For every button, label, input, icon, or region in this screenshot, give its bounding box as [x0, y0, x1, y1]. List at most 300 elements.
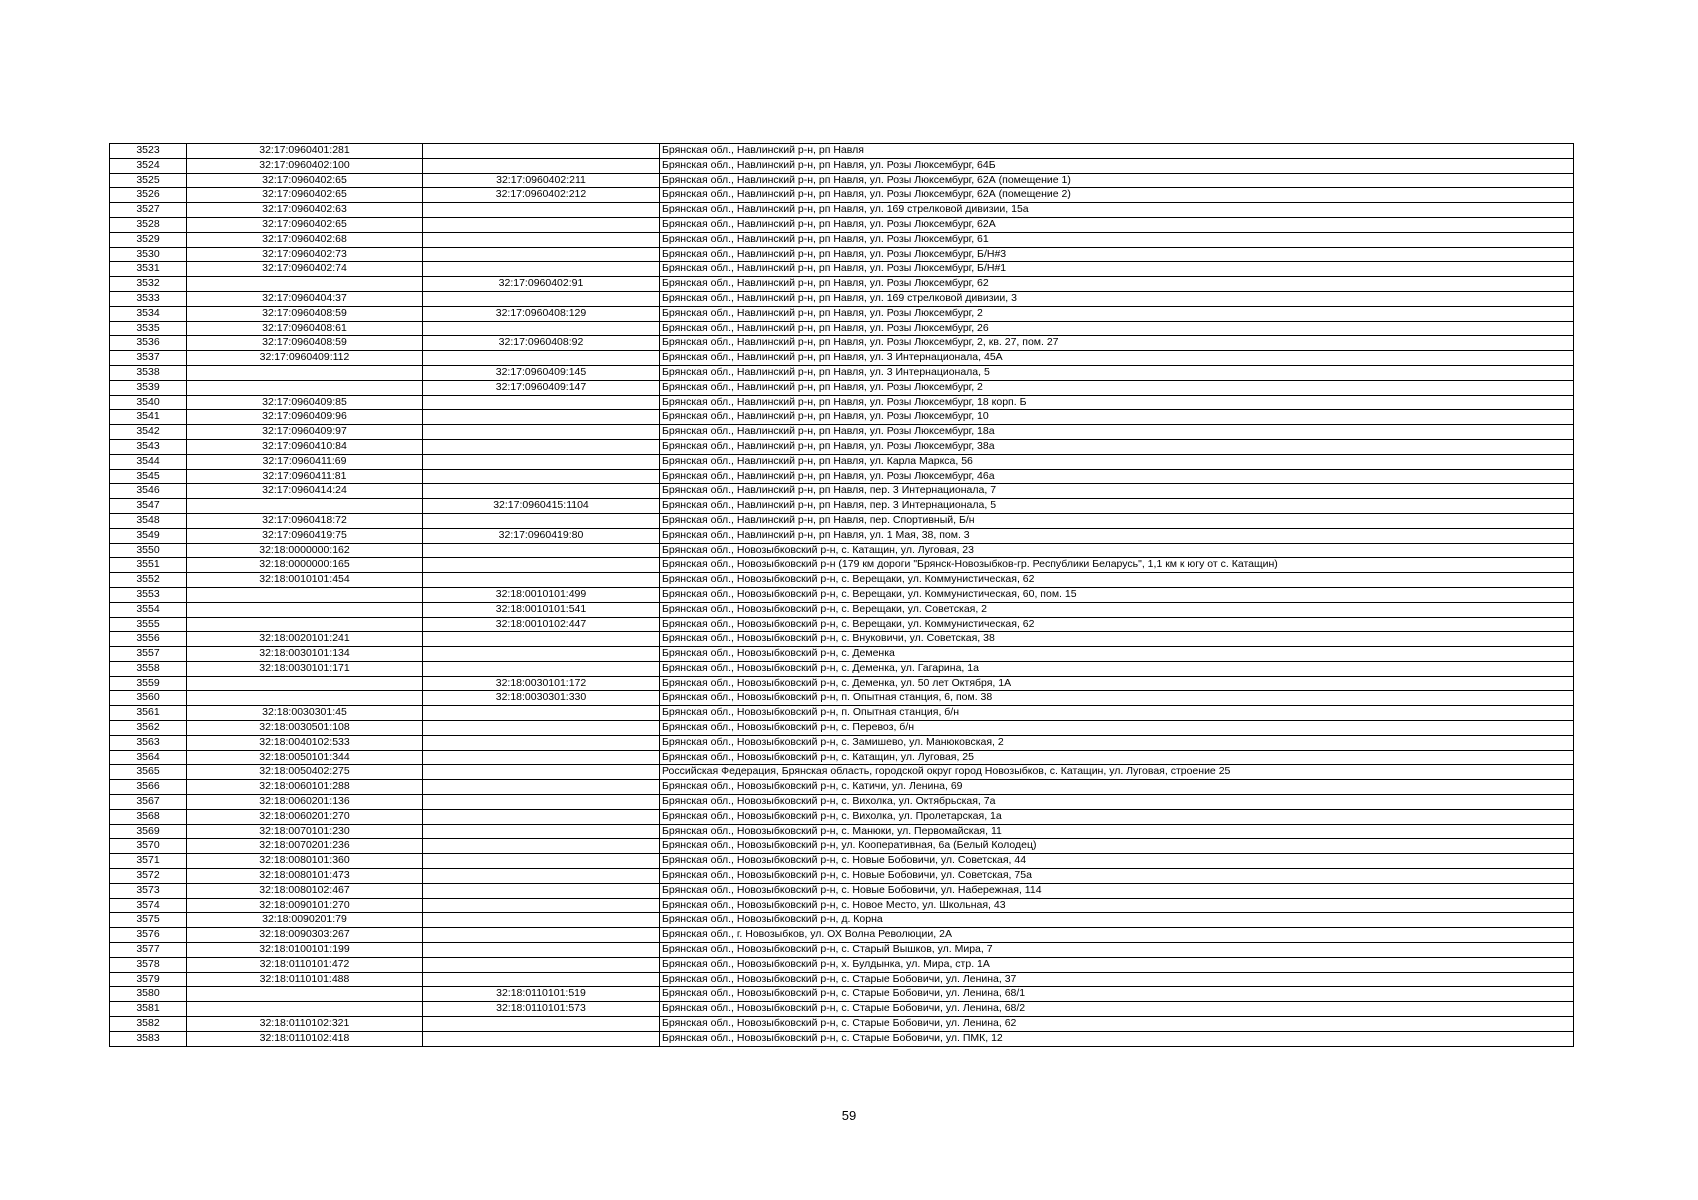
address-cell: Брянская обл., Новозыбковский р-н, с. Старые Бобовичи, ул. Ленина, 62 — [660, 1017, 1574, 1032]
row-number-cell: 3568 — [110, 809, 187, 824]
table-row — [110, 987, 1574, 1002]
cadastral-number-cell: 32:18:0030501:108 — [187, 721, 423, 736]
row-number-cell: 3539 — [110, 380, 187, 395]
table-row — [110, 972, 1574, 987]
row-number-cell: 3582 — [110, 1017, 187, 1032]
address-cell: Брянская обл., Новозыбковский р-н, с. Верещаки, ул. Советская, 2 — [660, 602, 1574, 617]
table-row — [110, 765, 1574, 780]
related-cadastral-number-cell — [423, 913, 660, 928]
row-number-cell: 3576 — [110, 928, 187, 943]
cadastral-number-cell: 32:18:0000000:165 — [187, 558, 423, 573]
table-row — [110, 558, 1574, 573]
related-cadastral-number-cell: 32:18:0030101:172 — [423, 676, 660, 691]
table-row — [110, 291, 1574, 306]
row-number-cell: 3575 — [110, 913, 187, 928]
row-number-cell: 3563 — [110, 735, 187, 750]
table-row — [110, 750, 1574, 765]
table-row — [110, 721, 1574, 736]
cadastral-number-cell: 32:17:0960404:37 — [187, 291, 423, 306]
table-row — [110, 780, 1574, 795]
cadastral-number-cell: 32:17:0960402:68 — [187, 232, 423, 247]
cadastral-number-cell: 32:18:0060201:136 — [187, 795, 423, 810]
cadastral-number-cell: 32:18:0050101:344 — [187, 750, 423, 765]
table-row — [110, 869, 1574, 884]
related-cadastral-number-cell — [423, 558, 660, 573]
row-number-cell: 3547 — [110, 499, 187, 514]
row-number-cell: 3567 — [110, 795, 187, 810]
related-cadastral-number-cell — [423, 706, 660, 721]
address-cell: Брянская обл., Новозыбковский р-н, с. Новое Место, ул. Школьная, 43 — [660, 898, 1574, 913]
cadastral-number-cell: 32:17:0960402:65 — [187, 173, 423, 188]
row-number-cell: 3531 — [110, 262, 187, 277]
related-cadastral-number-cell — [423, 869, 660, 884]
address-cell: Брянская обл., Новозыбковский р-н, с. Замишево, ул. Манюковская, 2 — [660, 735, 1574, 750]
table-row — [110, 232, 1574, 247]
table-row — [110, 824, 1574, 839]
related-cadastral-number-cell — [423, 247, 660, 262]
address-cell: Брянская обл., Навлинский р-н, рп Навля, ул. Розы Люксембург, 62А (помещение 1) — [660, 173, 1574, 188]
row-number-cell: 3535 — [110, 321, 187, 336]
table-row — [110, 439, 1574, 454]
cadastral-number-cell: 32:17:0960402:63 — [187, 203, 423, 218]
table-row — [110, 188, 1574, 203]
related-cadastral-number-cell — [423, 262, 660, 277]
row-number-cell: 3565 — [110, 765, 187, 780]
related-cadastral-number-cell: 32:18:0110101:573 — [423, 1002, 660, 1017]
row-number-cell: 3571 — [110, 854, 187, 869]
table-row — [110, 528, 1574, 543]
related-cadastral-number-cell — [423, 513, 660, 528]
table-row — [110, 365, 1574, 380]
address-cell: Брянская обл., Навлинский р-н, рп Навля, ул. 1 Мая, 38, пом. 3 — [660, 528, 1574, 543]
related-cadastral-number-cell — [423, 898, 660, 913]
address-cell: Брянская обл., Новозыбковский р-н, с. Деменка — [660, 647, 1574, 662]
row-number-cell: 3529 — [110, 232, 187, 247]
row-number-cell: 3548 — [110, 513, 187, 528]
cadastral-number-cell: 32:17:0960409:97 — [187, 425, 423, 440]
row-number-cell: 3541 — [110, 410, 187, 425]
related-cadastral-number-cell: 32:18:0110101:519 — [423, 987, 660, 1002]
table-row — [110, 425, 1574, 440]
address-cell: Брянская обл., Навлинский р-н, рп Навля, ул. Розы Люксембург, 64Б — [660, 158, 1574, 173]
cadastral-number-cell: 32:18:0090201:79 — [187, 913, 423, 928]
related-cadastral-number-cell — [423, 1031, 660, 1046]
address-cell: Брянская обл., Навлинский р-н, рп Навля, ул. Розы Люксембург, 2, кв. 27, пом. 27 — [660, 336, 1574, 351]
related-cadastral-number-cell — [423, 158, 660, 173]
row-number-cell: 3543 — [110, 439, 187, 454]
registry-table-body — [110, 144, 1574, 1047]
cadastral-number-cell: 32:18:0110102:321 — [187, 1017, 423, 1032]
related-cadastral-number-cell — [423, 543, 660, 558]
row-number-cell: 3580 — [110, 987, 187, 1002]
row-number-cell: 3569 — [110, 824, 187, 839]
related-cadastral-number-cell: 32:17:0960409:147 — [423, 380, 660, 395]
cadastral-number-cell: 32:18:0060101:288 — [187, 780, 423, 795]
address-cell: Брянская обл., Навлинский р-н, рп Навля, ул. 169 стрелковой дивизии, 3 — [660, 291, 1574, 306]
row-number-cell: 3530 — [110, 247, 187, 262]
row-number-cell: 3532 — [110, 277, 187, 292]
related-cadastral-number-cell — [423, 765, 660, 780]
row-number-cell: 3537 — [110, 351, 187, 366]
cadastral-number-cell: 32:17:0960410:84 — [187, 439, 423, 454]
cadastral-number-cell: 32:18:0030101:134 — [187, 647, 423, 662]
row-number-cell: 3577 — [110, 943, 187, 958]
table-row — [110, 809, 1574, 824]
row-number-cell: 3552 — [110, 573, 187, 588]
address-cell: Брянская обл., Новозыбковский р-н, д. Корна — [660, 913, 1574, 928]
table-row — [110, 587, 1574, 602]
cadastral-number-cell: 32:18:0030101:171 — [187, 661, 423, 676]
address-cell: Брянская обл., Новозыбковский р-н, с. Верещаки, ул. Коммунистическая, 60, пом. 15 — [660, 587, 1574, 602]
related-cadastral-number-cell: 32:17:0960408:129 — [423, 306, 660, 321]
cadastral-number-cell — [187, 277, 423, 292]
table-row — [110, 277, 1574, 292]
related-cadastral-number-cell: 32:17:0960402:91 — [423, 277, 660, 292]
row-number-cell: 3564 — [110, 750, 187, 765]
row-number-cell: 3566 — [110, 780, 187, 795]
related-cadastral-number-cell — [423, 632, 660, 647]
row-number-cell: 3559 — [110, 676, 187, 691]
row-number-cell: 3533 — [110, 291, 187, 306]
cadastral-number-cell — [187, 691, 423, 706]
row-number-cell: 3573 — [110, 883, 187, 898]
related-cadastral-number-cell: 32:17:0960402:211 — [423, 173, 660, 188]
address-cell: Брянская обл., Навлинский р-н, рп Навля, ул. 169 стрелковой дивизии, 15а — [660, 203, 1574, 218]
address-cell: Брянская обл., Навлинский р-н, рп Навля, ул. Розы Люксембург, 62А (помещение 2) — [660, 188, 1574, 203]
cadastral-number-cell: 32:18:0020101:241 — [187, 632, 423, 647]
row-number-cell: 3570 — [110, 839, 187, 854]
row-number-cell: 3538 — [110, 365, 187, 380]
cadastral-number-cell — [187, 602, 423, 617]
related-cadastral-number-cell: 32:17:0960419:80 — [423, 528, 660, 543]
related-cadastral-number-cell — [423, 839, 660, 854]
row-number-cell: 3553 — [110, 587, 187, 602]
row-number-cell: 3581 — [110, 1002, 187, 1017]
table-row — [110, 898, 1574, 913]
page-number: 59 — [841, 1108, 857, 1123]
table-row — [110, 573, 1574, 588]
table-row — [110, 676, 1574, 691]
table-row — [110, 543, 1574, 558]
table-row — [110, 883, 1574, 898]
cadastral-number-cell: 32:17:0960402:65 — [187, 188, 423, 203]
related-cadastral-number-cell — [423, 928, 660, 943]
address-cell: Брянская обл., Новозыбковский р-н, с. Верещаки, ул. Коммунистическая, 62 — [660, 617, 1574, 632]
row-number-cell: 3542 — [110, 425, 187, 440]
cadastral-number-cell: 32:17:0960409:112 — [187, 351, 423, 366]
row-number-cell: 3562 — [110, 721, 187, 736]
address-cell: Брянская обл., Навлинский р-н, рп Навля — [660, 144, 1574, 159]
address-cell: Брянская обл., Навлинский р-н, рп Навля, пер. Спортивный, Б/н — [660, 513, 1574, 528]
table-row — [110, 203, 1574, 218]
related-cadastral-number-cell — [423, 351, 660, 366]
address-cell: Брянская обл., Навлинский р-н, рп Навля, ул. Розы Люксембург, 18а — [660, 425, 1574, 440]
cadastral-number-cell: 32:17:0960419:75 — [187, 528, 423, 543]
table-row — [110, 735, 1574, 750]
address-cell: Брянская обл., Новозыбковский р-н, ул. Кооперативная, 6а (Белый Колодец) — [660, 839, 1574, 854]
cadastral-number-cell: 32:17:0960414:24 — [187, 484, 423, 499]
cadastral-number-cell: 32:17:0960408:59 — [187, 306, 423, 321]
row-number-cell: 3524 — [110, 158, 187, 173]
cadastral-number-cell: 32:18:0100101:199 — [187, 943, 423, 958]
related-cadastral-number-cell — [423, 721, 660, 736]
table-row — [110, 262, 1574, 277]
cadastral-number-cell — [187, 499, 423, 514]
address-cell: Брянская обл., Навлинский р-н, рп Навля, ул. Розы Люксембург, Б/Н#3 — [660, 247, 1574, 262]
cadastral-number-cell: 32:17:0960402:65 — [187, 217, 423, 232]
address-cell: Брянская обл., Навлинский р-н, рп Навля, ул. Розы Люксембург, 2 — [660, 306, 1574, 321]
table-row — [110, 158, 1574, 173]
related-cadastral-number-cell — [423, 972, 660, 987]
address-cell: Брянская обл., Новозыбковский р-н, с. Вихолка, ул. Пролетарская, 1а — [660, 809, 1574, 824]
related-cadastral-number-cell — [423, 780, 660, 795]
table-row — [110, 943, 1574, 958]
cadastral-number-cell: 32:17:0960411:69 — [187, 454, 423, 469]
row-number-cell: 3557 — [110, 647, 187, 662]
address-cell: Брянская обл., Навлинский р-н, рп Навля, ул. Розы Люксембург, 46а — [660, 469, 1574, 484]
related-cadastral-number-cell — [423, 217, 660, 232]
address-cell: Брянская обл., Новозыбковский р-н, с. Старые Бобовичи, ул. ПМК, 12 — [660, 1031, 1574, 1046]
address-cell: Брянская обл., Навлинский р-н, рп Навля, ул. 3 Интернационала, 5 — [660, 365, 1574, 380]
table-row — [110, 351, 1574, 366]
cadastral-number-cell: 32:17:0960408:61 — [187, 321, 423, 336]
cadastral-number-cell: 32:17:0960411:81 — [187, 469, 423, 484]
row-number-cell: 3523 — [110, 144, 187, 159]
table-row — [110, 795, 1574, 810]
related-cadastral-number-cell — [423, 469, 660, 484]
table-row — [110, 336, 1574, 351]
cadastral-number-cell: 32:18:0090101:270 — [187, 898, 423, 913]
address-cell: Брянская обл., Новозыбковский р-н, с. Внуковичи, ул. Советская, 38 — [660, 632, 1574, 647]
row-number-cell: 3561 — [110, 706, 187, 721]
related-cadastral-number-cell — [423, 203, 660, 218]
address-cell: Брянская обл., Новозыбковский р-н, с. Манюки, ул. Первомайская, 11 — [660, 824, 1574, 839]
related-cadastral-number-cell — [423, 943, 660, 958]
cadastral-number-cell: 32:18:0080101:360 — [187, 854, 423, 869]
cadastral-number-cell: 32:17:0960409:96 — [187, 410, 423, 425]
address-cell: Брянская обл., Новозыбковский р-н, с. Старые Бобовичи, ул. Ленина, 37 — [660, 972, 1574, 987]
cadastral-number-cell: 32:18:0080101:473 — [187, 869, 423, 884]
table-row — [110, 1002, 1574, 1017]
address-cell: Брянская обл., Новозыбковский р-н, п. Опытная станция, б/н — [660, 706, 1574, 721]
address-cell: Брянская обл., Новозыбковский р-н, с. Новые Бобовичи, ул. Набережная, 114 — [660, 883, 1574, 898]
table-row — [110, 484, 1574, 499]
related-cadastral-number-cell — [423, 809, 660, 824]
table-row — [110, 321, 1574, 336]
table-row — [110, 1031, 1574, 1046]
related-cadastral-number-cell: 32:17:0960402:212 — [423, 188, 660, 203]
table-row — [110, 217, 1574, 232]
related-cadastral-number-cell — [423, 144, 660, 159]
row-number-cell: 3579 — [110, 972, 187, 987]
row-number-cell: 3546 — [110, 484, 187, 499]
address-cell: Брянская обл., Новозыбковский р-н, с. Катичи, ул. Ленина, 69 — [660, 780, 1574, 795]
related-cadastral-number-cell — [423, 439, 660, 454]
row-number-cell: 3549 — [110, 528, 187, 543]
related-cadastral-number-cell — [423, 425, 660, 440]
address-cell: Брянская обл., Навлинский р-н, рп Навля, пер. 3 Интернационала, 5 — [660, 499, 1574, 514]
address-cell: Брянская обл., Новозыбковский р-н, с. Деменка, ул. 50 лет Октября, 1А — [660, 676, 1574, 691]
related-cadastral-number-cell — [423, 883, 660, 898]
row-number-cell: 3555 — [110, 617, 187, 632]
related-cadastral-number-cell — [423, 291, 660, 306]
related-cadastral-number-cell: 32:17:0960408:92 — [423, 336, 660, 351]
table-row — [110, 661, 1574, 676]
related-cadastral-number-cell — [423, 232, 660, 247]
cadastral-number-cell — [187, 987, 423, 1002]
cadastral-number-cell: 32:18:0080102:467 — [187, 883, 423, 898]
address-cell: Брянская обл., Новозыбковский р-н, с. Вихолка, ул. Октябрьская, 7а — [660, 795, 1574, 810]
related-cadastral-number-cell — [423, 484, 660, 499]
cadastral-number-cell: 32:17:0960408:59 — [187, 336, 423, 351]
address-cell: Брянская обл., Навлинский р-н, рп Навля, ул. Карла Маркса, 56 — [660, 454, 1574, 469]
cadastral-number-cell: 32:18:0050402:275 — [187, 765, 423, 780]
table-row — [110, 395, 1574, 410]
table-row — [110, 469, 1574, 484]
cadastral-number-cell: 32:17:0960402:73 — [187, 247, 423, 262]
table-row — [110, 957, 1574, 972]
cadastral-number-cell — [187, 380, 423, 395]
row-number-cell: 3550 — [110, 543, 187, 558]
table-row — [110, 617, 1574, 632]
table-row — [110, 1017, 1574, 1032]
address-cell: Брянская обл., Навлинский р-н, рп Навля, ул. Розы Люксембург, 62 — [660, 277, 1574, 292]
cadastral-number-cell: 32:18:0070201:236 — [187, 839, 423, 854]
related-cadastral-number-cell — [423, 854, 660, 869]
table-row — [110, 647, 1574, 662]
related-cadastral-number-cell — [423, 321, 660, 336]
row-number-cell: 3526 — [110, 188, 187, 203]
address-cell: Брянская обл., Навлинский р-н, рп Навля, пер. 3 Интернационала, 7 — [660, 484, 1574, 499]
related-cadastral-number-cell — [423, 454, 660, 469]
table-row — [110, 691, 1574, 706]
related-cadastral-number-cell — [423, 1017, 660, 1032]
row-number-cell: 3536 — [110, 336, 187, 351]
table-row — [110, 173, 1574, 188]
table-row — [110, 839, 1574, 854]
address-cell: Брянская обл., Новозыбковский р-н, с. Новые Бобовичи, ул. Советская, 44 — [660, 854, 1574, 869]
row-number-cell: 3554 — [110, 602, 187, 617]
related-cadastral-number-cell — [423, 750, 660, 765]
cadastral-number-cell: 32:18:0090303:267 — [187, 928, 423, 943]
address-cell: Брянская обл., Новозыбковский р-н, с. Катащин, ул. Луговая, 25 — [660, 750, 1574, 765]
table-row — [110, 144, 1574, 159]
address-cell: Брянская обл., Новозыбковский р-н, с. Деменка, ул. Гагарина, 1а — [660, 661, 1574, 676]
related-cadastral-number-cell — [423, 957, 660, 972]
row-number-cell: 3527 — [110, 203, 187, 218]
cadastral-number-cell: 32:18:0070101:230 — [187, 824, 423, 839]
address-cell: Брянская обл., Новозыбковский р-н, с. Старый Вышков, ул. Мира, 7 — [660, 943, 1574, 958]
cadastral-number-cell: 32:18:0060201:270 — [187, 809, 423, 824]
table-row — [110, 706, 1574, 721]
related-cadastral-number-cell — [423, 647, 660, 662]
cadastral-number-cell: 32:17:0960409:85 — [187, 395, 423, 410]
row-number-cell: 3544 — [110, 454, 187, 469]
row-number-cell: 3578 — [110, 957, 187, 972]
related-cadastral-number-cell: 32:17:0960415:1104 — [423, 499, 660, 514]
table-row — [110, 513, 1574, 528]
address-cell: Брянская обл., Навлинский р-н, рп Навля, ул. 3 Интернационала, 45А — [660, 351, 1574, 366]
related-cadastral-number-cell — [423, 661, 660, 676]
cadastral-number-cell: 32:18:0040102:533 — [187, 735, 423, 750]
cadastral-number-cell: 32:18:0000000:162 — [187, 543, 423, 558]
table-row — [110, 602, 1574, 617]
related-cadastral-number-cell: 32:17:0960409:145 — [423, 365, 660, 380]
cadastral-number-cell — [187, 617, 423, 632]
table-row — [110, 632, 1574, 647]
row-number-cell: 3534 — [110, 306, 187, 321]
address-cell: Брянская обл., Навлинский р-н, рп Навля, ул. Розы Люксембург, 10 — [660, 410, 1574, 425]
registry-table — [109, 143, 1574, 1047]
row-number-cell: 3558 — [110, 661, 187, 676]
address-cell: Брянская обл., Навлинский р-н, рп Навля, ул. Розы Люксембург, 26 — [660, 321, 1574, 336]
related-cadastral-number-cell: 32:18:0010102:447 — [423, 617, 660, 632]
address-cell: Российская Федерация, Брянская область, городской округ город Новозыбков, с. Катащин, ул. Луговая, строение 25 — [660, 765, 1574, 780]
related-cadastral-number-cell — [423, 395, 660, 410]
cadastral-number-cell — [187, 587, 423, 602]
related-cadastral-number-cell — [423, 573, 660, 588]
row-number-cell: 3574 — [110, 898, 187, 913]
row-number-cell: 3525 — [110, 173, 187, 188]
address-cell: Брянская обл., Новозыбковский р-н, с. Старые Бобовичи, ул. Ленина, 68/1 — [660, 987, 1574, 1002]
address-cell: Брянская обл., Новозыбковский р-н, с. Катащин, ул. Луговая, 23 — [660, 543, 1574, 558]
address-cell: Брянская обл., Навлинский р-н, рп Навля, ул. Розы Люксембург, 18 корп. Б — [660, 395, 1574, 410]
cadastral-number-cell: 32:17:0960402:74 — [187, 262, 423, 277]
address-cell: Брянская обл., Новозыбковский р-н, х. Булдынка, ул. Мира, стр. 1А — [660, 957, 1574, 972]
row-number-cell: 3545 — [110, 469, 187, 484]
related-cadastral-number-cell: 32:18:0030301:330 — [423, 691, 660, 706]
address-cell: Брянская обл., Навлинский р-н, рп Навля, ул. Розы Люксембург, 38а — [660, 439, 1574, 454]
related-cadastral-number-cell — [423, 410, 660, 425]
table-row — [110, 913, 1574, 928]
cadastral-number-cell — [187, 365, 423, 380]
table-row — [110, 854, 1574, 869]
address-cell: Брянская обл., Навлинский р-н, рп Навля, ул. Розы Люксембург, Б/Н#1 — [660, 262, 1574, 277]
address-cell: Брянская обл., Новозыбковский р-н, с. Старые Бобовичи, ул. Ленина, 68/2 — [660, 1002, 1574, 1017]
row-number-cell: 3556 — [110, 632, 187, 647]
cadastral-number-cell: 32:18:0110102:418 — [187, 1031, 423, 1046]
address-cell: Брянская обл., Новозыбковский р-н, п. Опытная станция, 6, пом. 38 — [660, 691, 1574, 706]
table-row — [110, 499, 1574, 514]
cadastral-number-cell — [187, 676, 423, 691]
cadastral-number-cell: 32:18:0110101:488 — [187, 972, 423, 987]
address-cell: Брянская обл., Навлинский р-н, рп Навля, ул. Розы Люксембург, 2 — [660, 380, 1574, 395]
cadastral-number-cell: 32:18:0030301:45 — [187, 706, 423, 721]
table-row — [110, 928, 1574, 943]
table-row — [110, 247, 1574, 262]
address-cell: Брянская обл., Новозыбковский р-н, с. Верещаки, ул. Коммунистическая, 62 — [660, 573, 1574, 588]
row-number-cell: 3572 — [110, 869, 187, 884]
cadastral-number-cell — [187, 1002, 423, 1017]
row-number-cell: 3583 — [110, 1031, 187, 1046]
address-cell: Брянская обл., г. Новозыбков, ул. ОХ Волна Революции, 2А — [660, 928, 1574, 943]
row-number-cell: 3540 — [110, 395, 187, 410]
address-cell: Брянская обл., Навлинский р-н, рп Навля, ул. Розы Люксембург, 61 — [660, 232, 1574, 247]
table-row — [110, 306, 1574, 321]
related-cadastral-number-cell — [423, 824, 660, 839]
cadastral-number-cell: 32:17:0960401:281 — [187, 144, 423, 159]
related-cadastral-number-cell: 32:18:0010101:499 — [423, 587, 660, 602]
cadastral-number-cell: 32:18:0010101:454 — [187, 573, 423, 588]
cadastral-number-cell: 32:17:0960402:100 — [187, 158, 423, 173]
table-row — [110, 380, 1574, 395]
row-number-cell: 3528 — [110, 217, 187, 232]
related-cadastral-number-cell — [423, 795, 660, 810]
related-cadastral-number-cell — [423, 735, 660, 750]
address-cell: Брянская обл., Навлинский р-н, рп Навля, ул. Розы Люксембург, 62А — [660, 217, 1574, 232]
cadastral-number-cell: 32:18:0110101:472 — [187, 957, 423, 972]
address-cell: Брянская обл., Новозыбковский р-н, с. Новые Бобовичи, ул. Советская, 75а — [660, 869, 1574, 884]
